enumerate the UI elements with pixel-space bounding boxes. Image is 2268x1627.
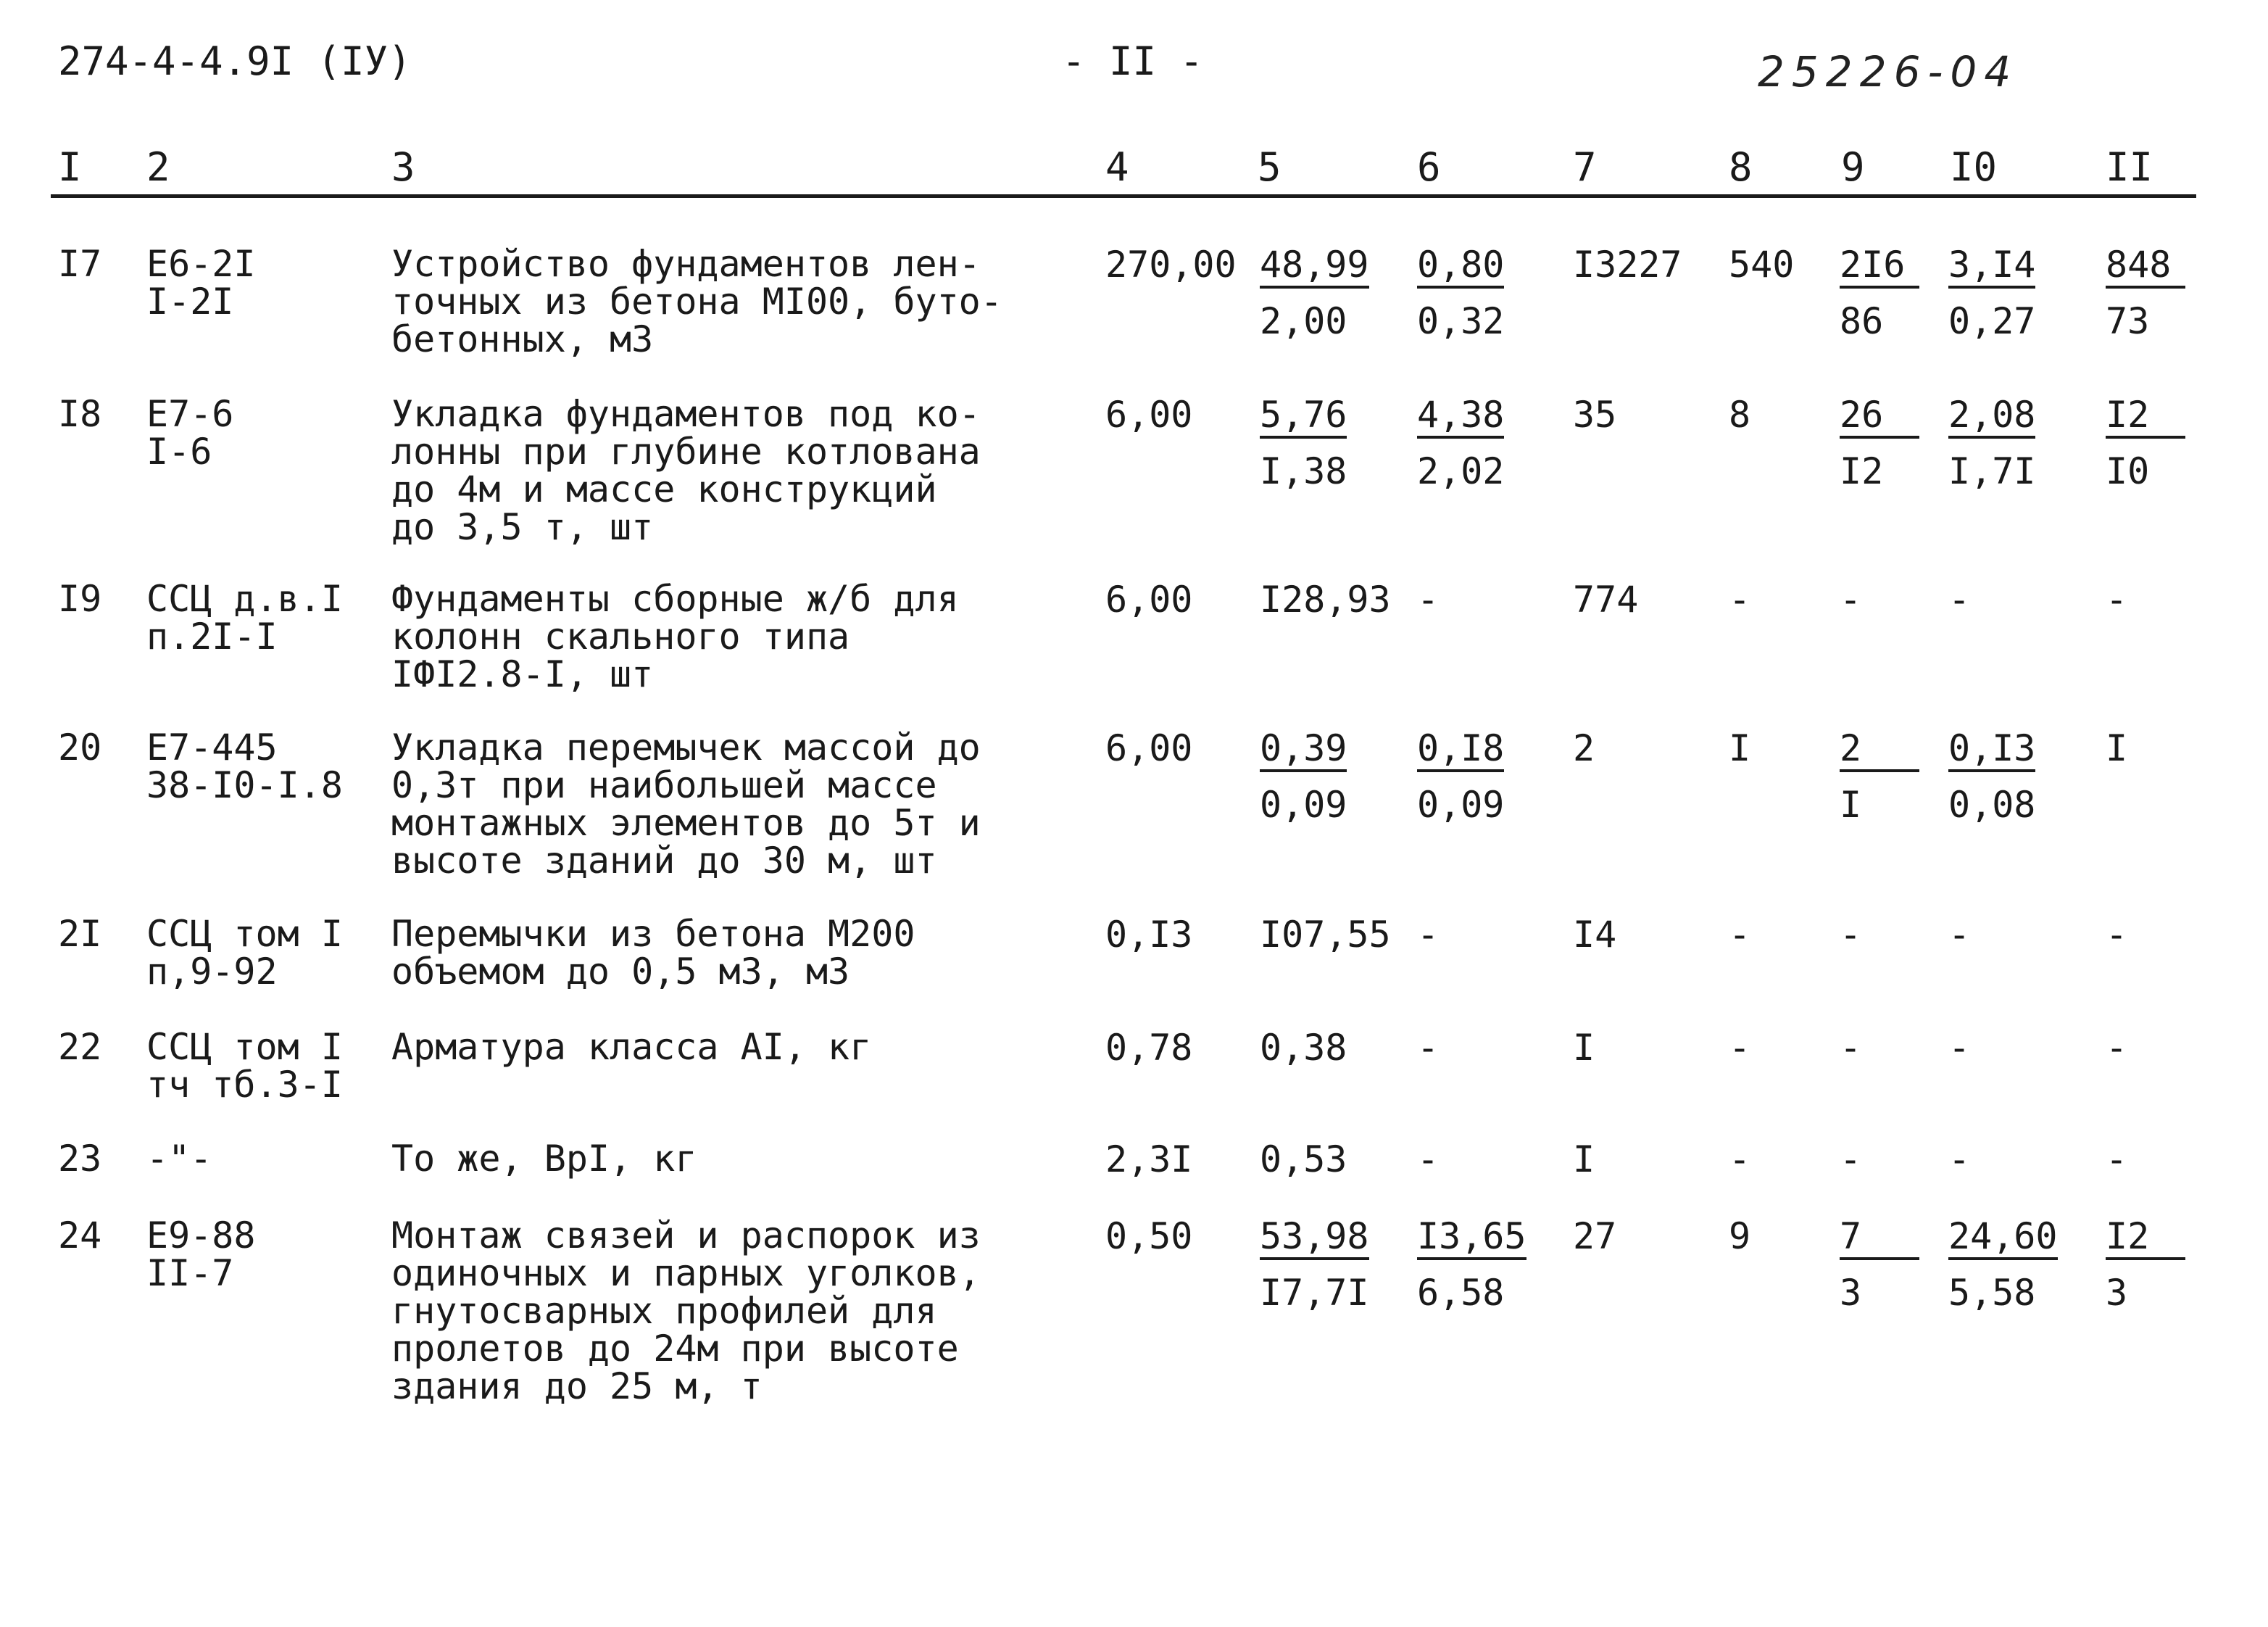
col11-value: - (2106, 579, 2128, 621)
col5-value-denominator: 0,09 (1260, 784, 1347, 826)
col6-value-denominator: 0,09 (1417, 784, 1505, 826)
col10-value-denominator: I,7I (1948, 450, 2036, 492)
col9-value-fraction (1840, 727, 1919, 826)
work-description: То же, BpI, кг (391, 1138, 697, 1180)
col7-value: I (1573, 1138, 1595, 1180)
col6-value-fraction (1417, 727, 1505, 826)
col11-value: I (2106, 727, 2128, 769)
quantity: 6,00 (1105, 579, 1193, 621)
col10-value: - (1948, 579, 1971, 621)
col5-value-fraction (1260, 394, 1347, 492)
col6-value-denominator: 6,58 (1417, 1272, 1505, 1314)
col11-value-fraction (2106, 394, 2185, 492)
col9-value-denominator: I (1840, 784, 1862, 826)
col10-value: - (1948, 1138, 1971, 1180)
col9-value-fraction (1840, 244, 1919, 342)
col5-value-numerator: 5,76 (1260, 397, 1347, 439)
col5-value-denominator: I,38 (1260, 450, 1347, 492)
page-number: - II - (1062, 38, 1204, 84)
col11-value-denominator: 73 (2106, 300, 2150, 342)
col11-value-denominator: 3 (2106, 1272, 2128, 1314)
col5-value-denominator: I7,7I (1260, 1272, 1369, 1314)
col7-value: 2 (1573, 727, 1595, 769)
col10-value-fraction (1948, 1215, 2058, 1314)
work-description: Укладка фундаментов под ко- лонны при глубине котлована до 4м и массе конструкций до 3,5 т, шт (391, 393, 981, 548)
col9-value-denominator: 86 (1840, 300, 1884, 342)
col5-value-fraction (1260, 1215, 1369, 1314)
col9-value-fraction (1840, 394, 1919, 492)
work-description: Фундаменты сборные ж/б для колонн скального типа IФI2.8-I, шт (391, 578, 959, 695)
col9-value: - (1840, 1027, 1862, 1069)
col8-value: 9 (1729, 1215, 1751, 1257)
col11-value-denominator: I0 (2106, 450, 2150, 492)
quantity: 6,00 (1105, 394, 1193, 436)
row-number: 24 (58, 1214, 102, 1257)
col10-value: - (1948, 1027, 1971, 1069)
col9-value-numerator: 2 (1840, 730, 1919, 772)
col8-value: 8 (1729, 394, 1751, 436)
col5-value-fraction (1260, 244, 1369, 342)
handwritten-reference: 25226-04 (1758, 47, 2019, 96)
col8-value: - (1729, 1138, 1751, 1180)
column-header-8: 8 (1729, 144, 1753, 190)
work-description: Укладка перемычек массой до 0,3т при наибольшей массе монтажных элементов до 5т и высоте зданий до 30 м, шт (391, 726, 981, 882)
col9-value: - (1840, 579, 1862, 621)
col6-value-denominator: 0,32 (1417, 300, 1505, 342)
row-number: 23 (58, 1138, 102, 1180)
col5-value: I07,55 (1260, 914, 1391, 956)
col9-value-denominator: 3 (1840, 1272, 1862, 1314)
col9-value-numerator: 7 (1840, 1218, 1919, 1260)
col5-value-denominator: 2,00 (1260, 300, 1347, 342)
col8-value: - (1729, 914, 1751, 956)
col9-value-denominator: I2 (1840, 450, 1884, 492)
col9-value-numerator: 26 (1840, 397, 1919, 439)
col11-value-fraction (2106, 1215, 2185, 1314)
quantity: 6,00 (1105, 727, 1193, 769)
column-header-6: 6 (1417, 144, 1441, 190)
col7-value: 774 (1573, 579, 1639, 621)
col5-value: 0,38 (1260, 1027, 1347, 1069)
col8-value: - (1729, 1027, 1751, 1069)
col6-value-fraction (1417, 1215, 1526, 1314)
col6-value: - (1417, 914, 1440, 956)
col10-value-numerator: 3,I4 (1948, 247, 2035, 289)
col10-value-denominator: 5,58 (1948, 1272, 2036, 1314)
col10-value-fraction (1948, 394, 2036, 492)
work-description: Перемычки из бетона M200 объемом до 0,5 м3, м3 (391, 913, 915, 993)
col9-value-numerator: 2I6 (1840, 247, 1919, 289)
row-number: 20 (58, 726, 102, 769)
row-number: 22 (58, 1026, 102, 1068)
row-number: I7 (58, 243, 102, 285)
rate-code: Е6-2I I-2I (146, 243, 256, 323)
rate-code: ССЦ том I тч тб.3-I (146, 1026, 343, 1106)
col11-value: - (2106, 914, 2128, 956)
col6-value-numerator: 0,I8 (1417, 730, 1504, 772)
col6-value: - (1417, 1138, 1440, 1180)
rate-code: Е7-445 38-I0-I.8 (146, 726, 343, 806)
col5-value-numerator: 48,99 (1260, 247, 1369, 289)
col10-value-fraction (1948, 244, 2036, 342)
col7-value: 27 (1573, 1215, 1617, 1257)
col8-value: I (1729, 727, 1751, 769)
col6-value-numerator: 0,80 (1417, 247, 1504, 289)
work-description: Арматура класса AI, кг (391, 1026, 872, 1068)
column-header-9: 9 (1841, 144, 1865, 190)
quantity: 0,78 (1105, 1027, 1193, 1069)
quantity: 0,I3 (1105, 914, 1193, 956)
col10-value-denominator: 0,08 (1948, 784, 2036, 826)
col6-value: - (1417, 579, 1440, 621)
col11-value-fraction (2106, 244, 2185, 342)
col6-value-numerator: 4,38 (1417, 397, 1504, 439)
col11-value: - (2106, 1138, 2128, 1180)
col6-value: - (1417, 1027, 1440, 1069)
col10-value: - (1948, 914, 1971, 956)
col9-value: - (1840, 1138, 1862, 1180)
col10-value-numerator: 2,08 (1948, 397, 2035, 439)
document-code: 274-4-4.9I (IУ) (58, 38, 412, 84)
col9-value-fraction (1840, 1215, 1919, 1314)
rate-code: ССЦ д.в.I п.2I-I (146, 578, 343, 658)
col11-value-numerator: 848 (2106, 247, 2185, 289)
col8-value: - (1729, 579, 1751, 621)
quantity: 270,00 (1105, 244, 1237, 286)
col6-value-numerator: I3,65 (1417, 1218, 1526, 1260)
col5-value-numerator: 53,98 (1260, 1218, 1369, 1260)
rate-code: ССЦ том I п,9-92 (146, 913, 343, 993)
column-header-1: I (58, 144, 82, 190)
quantity: 0,50 (1105, 1215, 1193, 1257)
col7-value: I (1573, 1027, 1595, 1069)
col8-value: 540 (1729, 244, 1795, 286)
column-header-2: 2 (146, 144, 170, 190)
row-number: I9 (58, 578, 102, 620)
col6-value-fraction (1417, 244, 1505, 342)
row-number: I8 (58, 393, 102, 435)
col5-value: I28,93 (1260, 579, 1391, 621)
col7-value: I3227 (1573, 244, 1682, 286)
col5-value: 0,53 (1260, 1138, 1347, 1180)
column-header-4: 4 (1105, 144, 1129, 190)
row-number: 2I (58, 913, 102, 955)
column-header-5: 5 (1258, 144, 1282, 190)
quantity: 2,3I (1105, 1138, 1193, 1180)
col11-value-numerator: I2 (2106, 397, 2185, 439)
col11-value-numerator: I2 (2106, 1218, 2185, 1260)
work-description: Монтаж связей и распорок из одиночных и парных уголков, гнутосварных профилей для пролетов до 24м при высоте здания до 25 м, т (391, 1214, 981, 1407)
column-header-7: 7 (1573, 144, 1597, 190)
rate-code: Е7-6 I-6 (146, 393, 234, 473)
col10-value-numerator: 24,60 (1948, 1218, 2058, 1260)
col7-value: 35 (1573, 394, 1617, 436)
col10-value-denominator: 0,27 (1948, 300, 2036, 342)
col5-value-numerator: 0,39 (1260, 730, 1347, 772)
col6-value-denominator: 2,02 (1417, 450, 1505, 492)
rate-code: Е9-88 II-7 (146, 1214, 256, 1294)
col11-value: - (2106, 1027, 2128, 1069)
column-header-3: 3 (391, 144, 415, 190)
col5-value-fraction (1260, 727, 1347, 826)
col9-value: - (1840, 914, 1862, 956)
rate-code: -"- (146, 1138, 212, 1180)
col10-value-numerator: 0,I3 (1948, 730, 2035, 772)
col6-value-fraction (1417, 394, 1505, 492)
column-header-11: II (2106, 144, 2153, 190)
col10-value-fraction (1948, 727, 2036, 826)
work-description: Устройство фундаментов лен- точных из бетона MI00, буто- бетонных, м3 (391, 243, 1002, 360)
column-header-10: I0 (1950, 144, 1998, 190)
col7-value: I4 (1573, 914, 1617, 956)
